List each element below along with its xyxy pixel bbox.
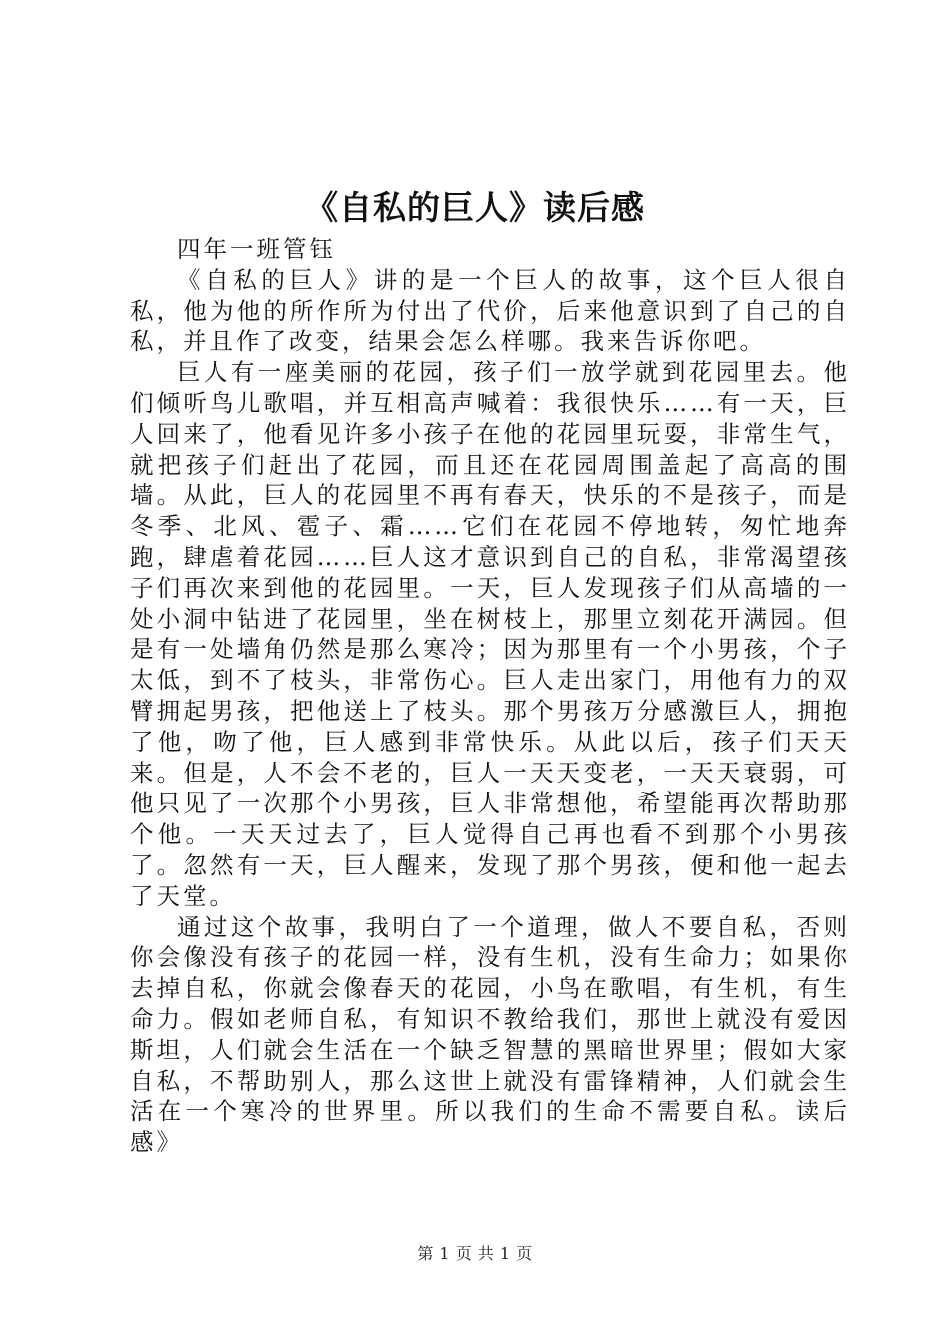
page-footer: 第 1 页 共 1 页	[417, 1244, 533, 1263]
document-title: 《自私的巨人》读后感	[305, 188, 645, 227]
document-body	[130, 234, 850, 1158]
paragraph-story: 巨人有一座美丽的花园，孩子们一放学就到花园里去。他们倾听鸟儿歌唱，并互相高声喊着：我很快乐……有一天，巨人回来了，他看见许多小孩子在他的花园里玩耍，非常生气，就把孩子们赶出了花园，而且还在花园周围盖起了高高的围墙。从此，巨人的花园里不再有春天，快乐的不是孩子，而是冬季、北风、雹子、霜……它们在花园不停地转，匆忙地奔跑，肆虐着花园……巨人这才意识到自己的自私，非常渴望孩子们再次来到他的花园里。一天，巨人发现孩子们从高墙的一处小洞中钻进了花园里，坐在树枝上，那里立刻花开满园。但是有一处墙角仍然是那么寒冷；因为那里有一个小男孩，个子太低，到不了枝头，非常伤心。巨人走出家门，用他有力的双臂拥起男孩，把他送上了枝头。那个男孩万分感激巨人，拥抱了他，吻了他，巨人感到非常快乐。从此以后，孩子们天天来。但是，人不会不老的，巨人一天天变老，一天天衰弱，可他只见了一次那个小男孩，巨人非常想他，希望能再次帮助那个他。一天天过去了，巨人觉得自己再也看不到那个小男孩了。忽然有一天，巨人醒来，发现了那个男孩，便和他一起去了天堂。	[130, 358, 850, 910]
paragraph-reflection: 通过这个故事，我明白了一个道理，做人不要自私，否则你会像没有孩子的花园一样，没有生机，没有生命力；如果你去掉自私，你就会像春天的花园，小鸟在歌唱，有生机，有生命力。假如老师自私，有知识不教给我们，那世上就没有爱因斯坦，人们就会生活在一个缺乏智慧的黑暗世界里；假如大家自私，不帮助别人，那么这世上就没有雷锋精神，人们就会生活在一个寒冷的世界里。所以我们的生命不需要自私。读后感》	[130, 912, 850, 1157]
paragraph-intro: 《自私的巨人》讲的是一个巨人的故事，这个巨人很自私，他为他的所作所为付出了代价，后来他意识到了自己的自私，并且作了改变，结果会怎么样哪。我来告诉你吧。	[130, 265, 850, 356]
author-line: 四年一班管钰	[177, 235, 336, 263]
